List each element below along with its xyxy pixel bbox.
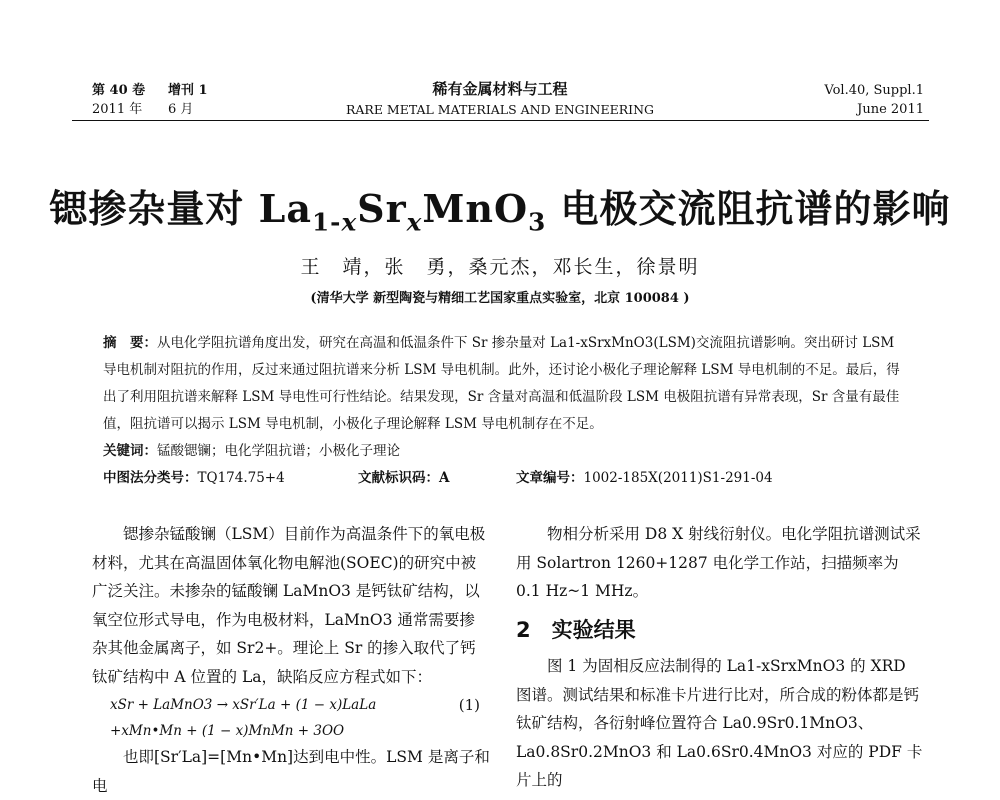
abstract-label: 摘 要：	[103, 335, 157, 351]
left-column	[92, 520, 490, 800]
volume-cn: 第 40 卷	[92, 83, 146, 98]
article-number-item	[516, 465, 773, 492]
keywords-label: 关键词：	[103, 443, 157, 459]
clc-value: TQ174.75+4	[197, 470, 285, 486]
date-en: June 2011	[857, 102, 924, 117]
results-paragraph: 图 1 为固相反应法制得的 La1-xSrxMnO3 的 XRD 图谱。测试结果和标准卡片进行比对，所合成的粉体都是钙钛矿结构，各衍射峰位置符合 La0.9Sr0.1MnO3、La0.8Sr0.2MnO3 和 La0.6Sr0.4MnO3 对应的 PDF 卡片上的	[516, 657, 923, 789]
abstract-paragraph	[103, 330, 903, 438]
classification-line	[103, 465, 903, 492]
equation-line-2	[92, 717, 490, 743]
journal-title-cn: 稀有金属材料与工程	[432, 80, 568, 98]
equation-1-part-a: xSr + LaMnO3 → xSr′La + (1 − x)LaLa	[110, 697, 377, 713]
header-rule	[72, 120, 929, 121]
volume-en: Vol.40, Suppl.1	[824, 83, 924, 98]
keywords-line	[103, 438, 903, 465]
supplement-cn: 增刊 1	[168, 83, 208, 98]
doc-code-label: 文献标识码：	[358, 470, 439, 486]
title-suffix: 电极交流阻抗谱的影响	[546, 187, 951, 231]
method-paragraph: 物相分析采用 D8 X 射线衍射仪。电化学阻抗谱测试采用 Solartron 1260+1287 电化学工作站，扫描频率为 0.1 Hz~1 MHz。	[516, 525, 921, 600]
abstract-text: 从电化学阻抗谱角度出发，研究在高温和低温条件下 Sr 掺杂量对 La1-xSrxMnO3(LSM)交流阻抗谱影响。突出研讨 LSM 导电机制对阻抗的作用，反过来通过阻抗谱来分析 LSM 导电机制。此外，还讨论小极化子理论解释 LSM 导电机制的不足。最后，得出了利用阻抗谱来解释 LSM 导电性可行性结论。结果发现，Sr 含量对高温和低温阶段 LSM 电极阻抗谱有异常表现，Sr 含量有最佳值，阻抗谱可以揭示 LSM 导电机制，小极化子理论解释 LSM 导电机制存在不足。	[103, 335, 900, 432]
clc-item	[103, 465, 285, 492]
electroneutrality-paragraph: 也即[Sr′La]=[Mn•Mn]达到电中性。LSM 是离子和电	[92, 748, 490, 795]
abstract-block	[103, 330, 903, 492]
keywords-text: 锰酸锶镧；电化学阻抗谱；小极化子理论	[157, 443, 400, 459]
paper-title	[0, 178, 1000, 237]
affiliation: (清华大学 新型陶瓷与精细工艺国家重点实验室，北京 100084 )	[310, 291, 690, 306]
doc-code-value: A	[439, 470, 450, 486]
section-heading: 2 实验结果	[516, 617, 636, 642]
journal-title-en: RARE METAL MATERIALS AND ENGINEERING	[345, 102, 655, 117]
article-number-label: 文章编号：	[516, 470, 584, 486]
month-cn: 6 月	[168, 102, 194, 117]
right-column	[516, 520, 926, 795]
author-list: 王 靖，张 勇，桑元杰，邓长生，徐景明	[300, 256, 700, 278]
equation-1-part-b: +xMn•Mn + (1 − x)MnMn + 3OO	[110, 723, 345, 739]
equation-line-1	[92, 691, 490, 717]
doc-code-item	[358, 465, 449, 492]
article-number-value: 1002-185X(2011)S1-291-04	[583, 470, 773, 486]
year-cn: 2011 年	[92, 102, 143, 117]
clc-label: 中图法分类号：	[103, 470, 198, 486]
equation-number: (1)	[458, 696, 480, 714]
title-formula: $La_{1-x}Sr_xMnO_3$	[258, 186, 547, 237]
title-prefix: 锶掺杂量对	[49, 187, 259, 231]
intro-paragraph: 锶掺杂锰酸镧（LSM）目前作为高温条件下的氧电极材料，尤其在高温固体氧化物电解池(SOEC)的研究中被广泛关注。未掺杂的锰酸镧 LaMnO3 是钙钛矿结构，以氧空位形式导电，作为电极材料，LaMnO3 通常需要掺杂其他金属离子，如 Sr2+。理论上 Sr 的掺入取代了钙钛矿结构中 A 位置的 La，缺陷反应方程式如下：	[92, 525, 486, 686]
